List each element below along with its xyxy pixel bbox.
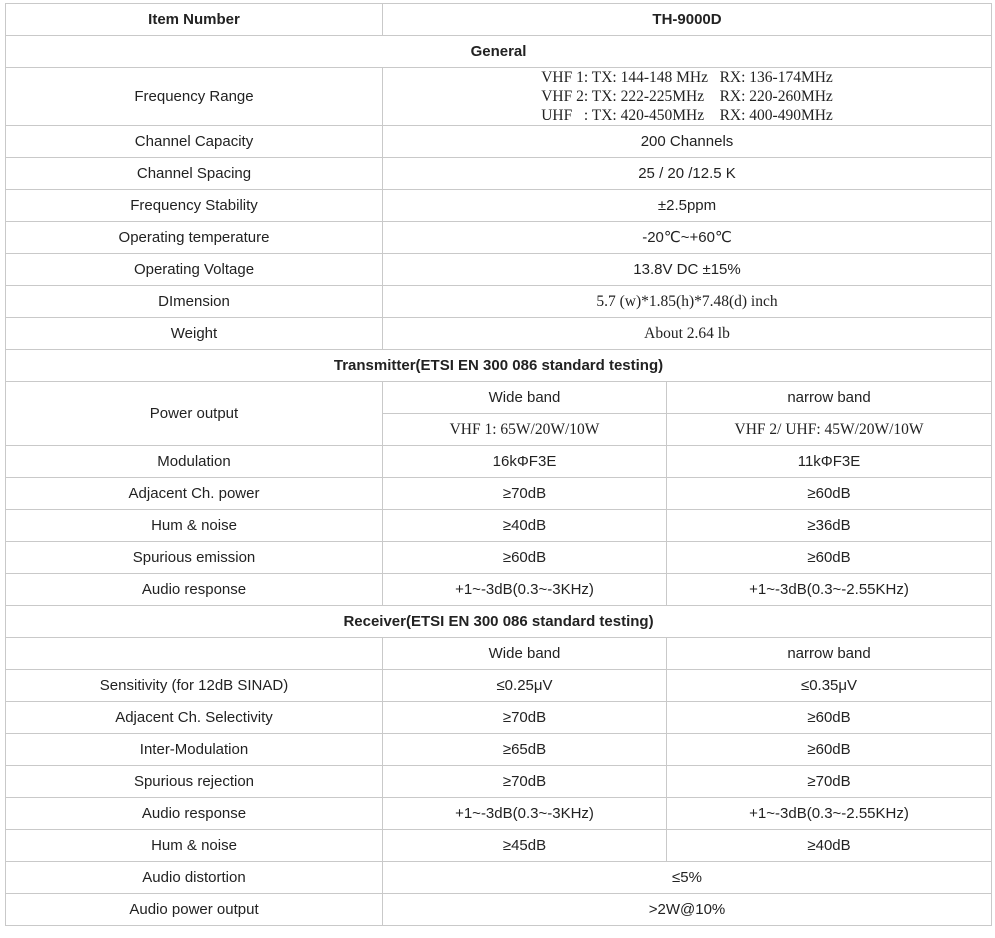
model-number: TH-9000D	[383, 4, 992, 36]
spec-row	[6, 158, 992, 190]
spec-row	[6, 222, 992, 254]
spec-row	[6, 478, 992, 510]
spec-label: Adjacent Ch. power	[6, 478, 383, 510]
spec-label: Frequency Range	[6, 68, 383, 126]
frequency-range-value	[383, 68, 992, 126]
spec-row	[6, 254, 992, 286]
spec-value-wide: ≥40dB	[383, 510, 667, 542]
spec-row	[6, 894, 992, 926]
spec-row	[6, 318, 992, 350]
spec-value: -20℃~+60℃	[383, 222, 992, 254]
spec-row	[6, 766, 992, 798]
spec-value: 25 / 20 /12.5 K	[383, 158, 992, 190]
spec-value: 200 Channels	[383, 126, 992, 158]
frequency-line-uhf: UHF : TX: 420-450MHz RX: 400-490MHz	[541, 107, 833, 124]
spec-row-power-output-header	[6, 382, 992, 414]
spec-label: Frequency Stability	[6, 190, 383, 222]
spec-row	[6, 830, 992, 862]
spec-label: Hum & noise	[6, 510, 383, 542]
spec-label: DImension	[6, 286, 383, 318]
spec-label: Sensitivity (for 12dB SINAD)	[6, 670, 383, 702]
spec-row	[6, 542, 992, 574]
spec-value-narrow: ≥70dB	[667, 766, 992, 798]
spec-label: Inter-Modulation	[6, 734, 383, 766]
spec-value-wide: +1~-3dB(0.3~-3KHz)	[383, 574, 667, 606]
section-header-general	[6, 36, 992, 68]
spec-label: Spurious emission	[6, 542, 383, 574]
spec-label: Spurious rejection	[6, 766, 383, 798]
spec-value-wide: +1~-3dB(0.3~-3KHz)	[383, 798, 667, 830]
spec-row	[6, 446, 992, 478]
spec-value-narrow: ≥60dB	[667, 478, 992, 510]
section-title-transmitter: Transmitter(ETSI EN 300 086 standard testing)	[6, 350, 992, 382]
spec-value-wide: ≥70dB	[383, 766, 667, 798]
spec-label: Audio response	[6, 798, 383, 830]
spec-label: Audio power output	[6, 894, 383, 926]
spec-row	[6, 702, 992, 734]
spec-value: About 2.64 lb	[383, 318, 992, 350]
spec-label: Channel Capacity	[6, 126, 383, 158]
item-number-label: Item Number	[6, 4, 383, 36]
power-output-wide: VHF 1: 65W/20W/10W	[383, 414, 667, 446]
spec-value-narrow: 11kΦF3E	[667, 446, 992, 478]
spec-label: Audio distortion	[6, 862, 383, 894]
spec-value-wide: ≥70dB	[383, 702, 667, 734]
receiver-column-headers	[6, 638, 992, 670]
spec-label: Audio response	[6, 574, 383, 606]
section-header-receiver	[6, 606, 992, 638]
spec-label: Modulation	[6, 446, 383, 478]
column-header-narrow-band: narrow band	[667, 638, 992, 670]
spec-row	[6, 574, 992, 606]
spec-value-wide: ≥70dB	[383, 478, 667, 510]
spec-value-wide: ≤0.25μV	[383, 670, 667, 702]
spec-value-narrow: ≤0.35μV	[667, 670, 992, 702]
power-output-narrow: VHF 2/ UHF: 45W/20W/10W	[667, 414, 992, 446]
spec-value: 13.8V DC ±15%	[383, 254, 992, 286]
spec-label: Operating temperature	[6, 222, 383, 254]
spec-row	[6, 286, 992, 318]
spec-row	[6, 190, 992, 222]
spec-value: >2W@10%	[383, 894, 992, 926]
spec-value-narrow: ≥60dB	[667, 542, 992, 574]
spec-value-wide: 16kΦF3E	[383, 446, 667, 478]
column-header-narrow-band: narrow band	[667, 382, 992, 414]
spec-value-narrow: +1~-3dB(0.3~-2.55KHz)	[667, 798, 992, 830]
spec-label: Power output	[6, 382, 383, 446]
spec-row-frequency-range	[6, 68, 992, 126]
spec-label: Adjacent Ch. Selectivity	[6, 702, 383, 734]
header-row	[6, 4, 992, 36]
section-title-general: General	[6, 36, 992, 68]
spec-row	[6, 734, 992, 766]
spec-row	[6, 510, 992, 542]
frequency-line-vhf2: VHF 2: TX: 222-225MHz RX: 220-260MHz	[541, 88, 833, 105]
spec-row	[6, 670, 992, 702]
column-header-wide-band: Wide band	[383, 638, 667, 670]
spec-value-narrow: +1~-3dB(0.3~-2.55KHz)	[667, 574, 992, 606]
spec-label: Weight	[6, 318, 383, 350]
spec-value: ≤5%	[383, 862, 992, 894]
spec-value-narrow: ≥36dB	[667, 510, 992, 542]
spec-label: Channel Spacing	[6, 158, 383, 190]
spec-value-wide: ≥45dB	[383, 830, 667, 862]
spec-value-wide: ≥65dB	[383, 734, 667, 766]
frequency-line-vhf1: VHF 1: TX: 144-148 MHz RX: 136-174MHz	[541, 69, 833, 86]
column-header-wide-band: Wide band	[383, 382, 667, 414]
spec-label: Hum & noise	[6, 830, 383, 862]
spec-table	[5, 3, 992, 926]
empty-cell	[6, 638, 383, 670]
spec-value-wide: ≥60dB	[383, 542, 667, 574]
section-title-receiver: Receiver(ETSI EN 300 086 standard testing)	[6, 606, 992, 638]
spec-value: ±2.5ppm	[383, 190, 992, 222]
spec-value-narrow: ≥60dB	[667, 702, 992, 734]
spec-value: 5.7 (w)*1.85(h)*7.48(d) inch	[383, 286, 992, 318]
section-header-transmitter	[6, 350, 992, 382]
spec-row	[6, 126, 992, 158]
spec-value-narrow: ≥60dB	[667, 734, 992, 766]
spec-label: Operating Voltage	[6, 254, 383, 286]
spec-value-narrow: ≥40dB	[667, 830, 992, 862]
spec-row	[6, 798, 992, 830]
spec-row	[6, 862, 992, 894]
